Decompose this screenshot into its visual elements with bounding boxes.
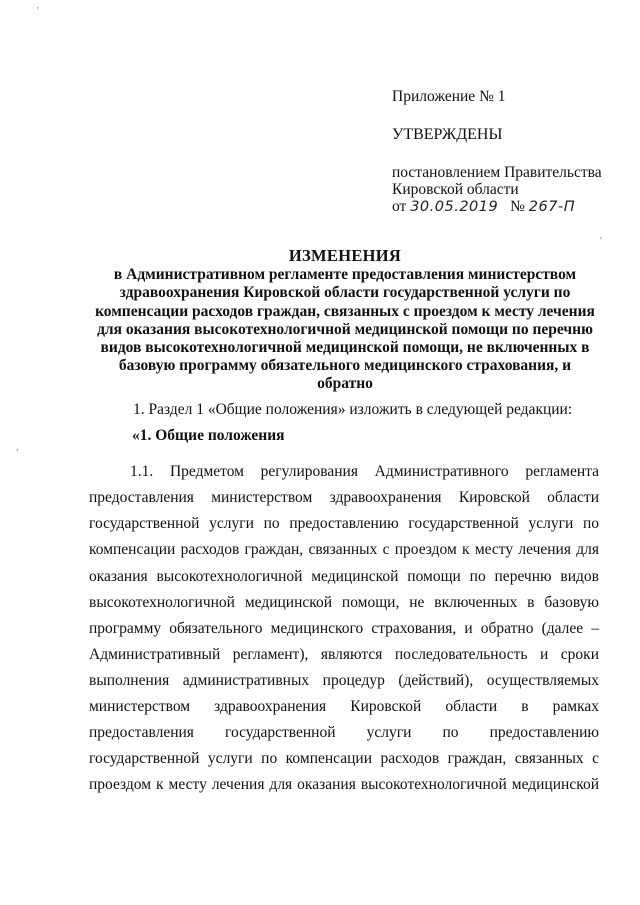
resolution-line: Кировской области [392,181,519,198]
paragraph-line: министерством здравоохранения Кировской области в рамках [89,698,599,715]
handwritten-date: 30.05.2019 [410,199,499,215]
paragraph-line: программу обязательного медицинского страхования, и обратно (далее – [89,620,599,637]
paragraph-line: Административный регламент), являются последовательность и сроки [89,646,599,663]
paragraph-line: выполнения административных процедур (действий), осуществляемых [89,672,599,689]
scan-speck: ' [600,236,602,247]
item-1: 1. Раздел 1 «Общие положения» изложить в следующей редакции: [133,401,573,418]
handwritten-number: 267-П [528,199,576,215]
paragraph-line: предоставления государственной услуги по предоставлению [89,724,599,741]
scan-speck: , [16,442,19,453]
title-line: для оказания высокотехнологичной медицинской помощи по перечню [97,320,593,338]
section-heading: «1. Общие положения [132,427,285,444]
title-main: ИЗМЕНЕНИЯ [288,246,402,265]
paragraph-line: компенсации расходов граждан, связанных с проездом к месту лечения для [89,541,599,558]
resolution-date-number [392,198,575,216]
appendix-label: Приложение № 1 [392,88,506,105]
title-line: здравоохранения Кировской области государственной услуги по [119,284,571,302]
paragraph-line: проездом к месту лечения для оказания высокотехнологичной медицинской [89,776,599,793]
title-line: компенсации расходов граждан, связанных с проездом к месту лечения [95,302,595,320]
title-line: в Административном регламенте предоставления министерством [113,266,577,284]
paragraph-line: предоставления министерством здравоохранения Кировской области [89,489,599,506]
paragraph-line: высокотехнологичной медицинской помощи, не включенных в базовую [89,594,599,611]
number-label: № [510,198,525,215]
paragraph-line: государственной услуги по предоставлению государственной услуги по [89,515,599,532]
document-title [90,247,600,394]
scan-speck: ' [37,6,39,17]
title-line: видов высокотехнологичной медицинской помощи, не включенных в [100,339,590,357]
resolution-line: постановлением Правительства [392,164,602,181]
paragraph-line: оказания высокотехнологичной медицинской помощи по перечню видов [89,568,599,585]
paragraph-line: государственной услуги по компенсации расходов граждан, связанных с [89,750,599,767]
approved-label: УТВЕРЖДЕНЫ [392,126,503,143]
from-label: от [392,198,407,215]
paragraph-line: 1.1. Предметом регулирования Административного регламента [130,463,599,480]
title-line: базовую программу обязательного медицинского страхования, и обратно [118,357,572,393]
